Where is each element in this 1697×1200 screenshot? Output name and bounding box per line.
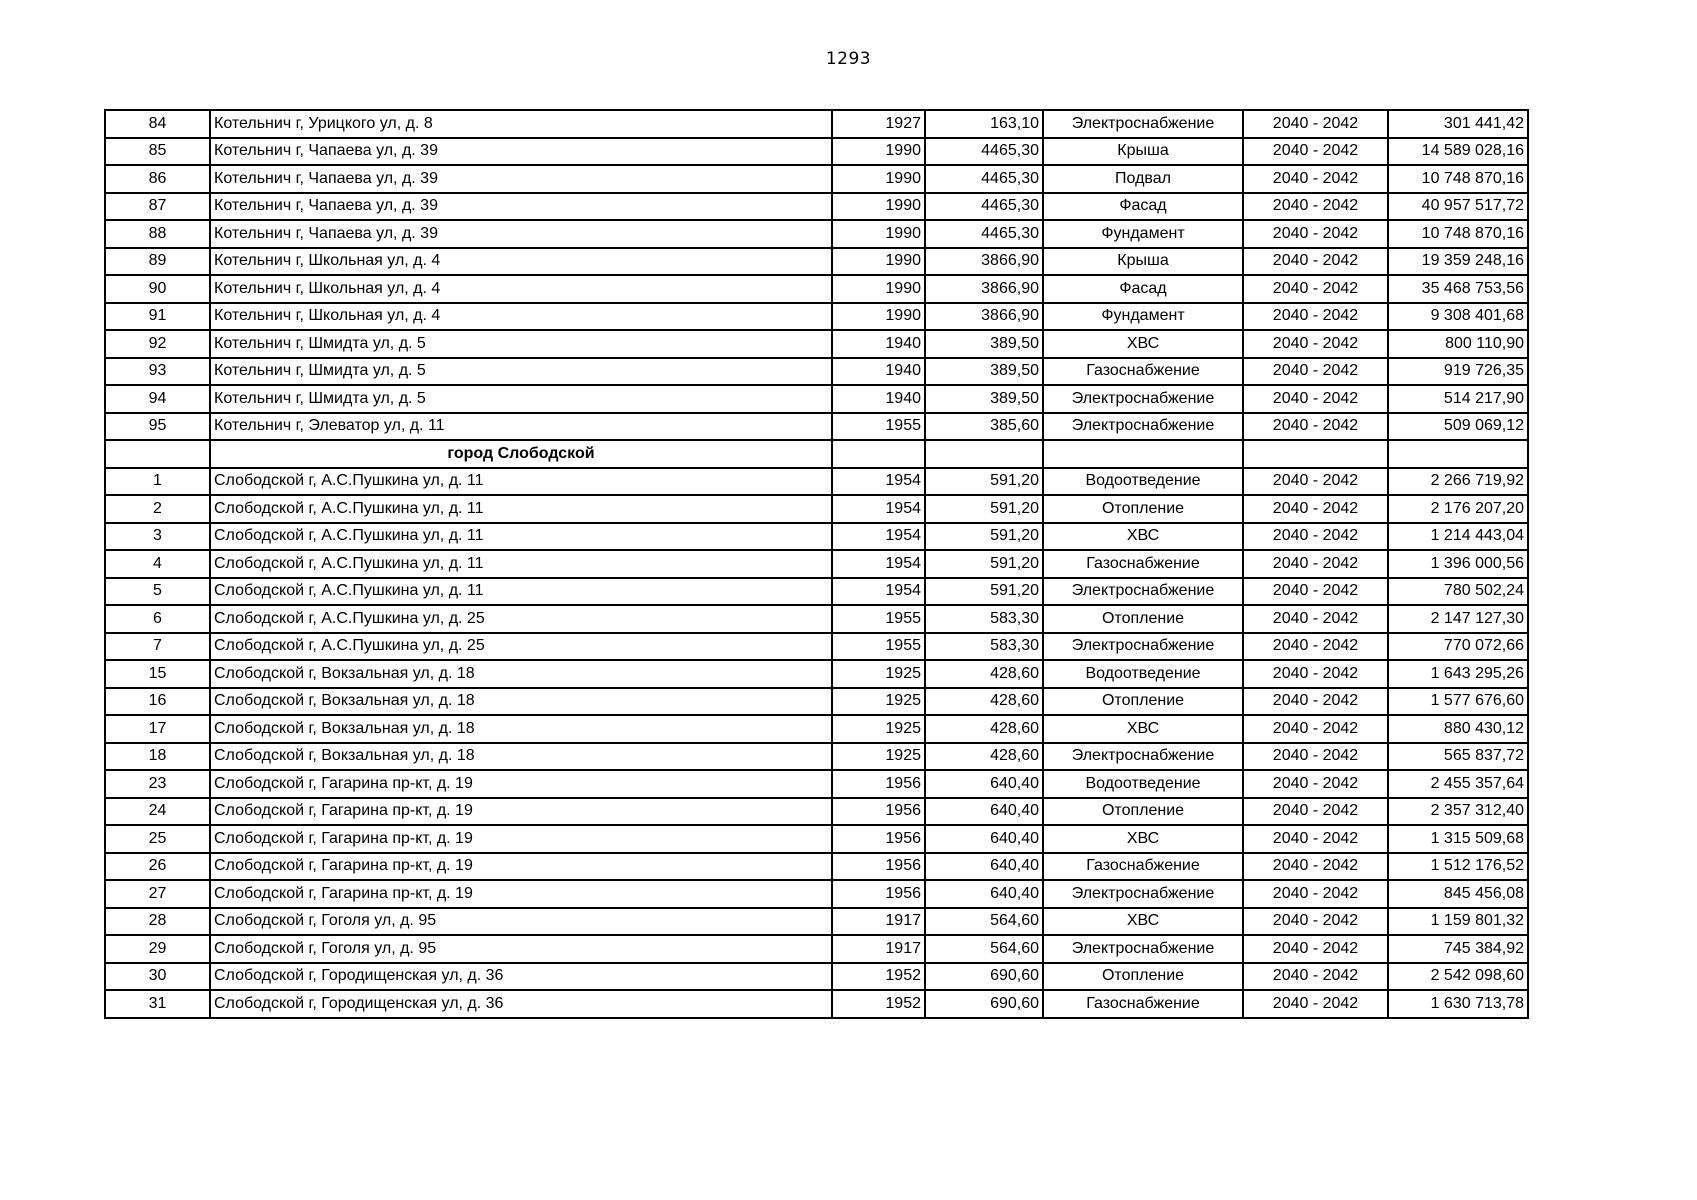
cost-cell: 514 217,90 — [1388, 385, 1528, 413]
cost-cell: 9 308 401,68 — [1388, 303, 1528, 331]
work-type-cell: Электроснабжение — [1043, 110, 1243, 138]
period-cell: 2040 - 2042 — [1243, 908, 1388, 936]
table-row — [105, 413, 1528, 441]
period-cell: 2040 - 2042 — [1243, 990, 1388, 1018]
work-type-cell: ХВС — [1043, 715, 1243, 743]
cost-cell: 301 441,42 — [1388, 110, 1528, 138]
area-cell: 591,20 — [925, 468, 1043, 496]
period-cell: 2040 - 2042 — [1243, 660, 1388, 688]
table-row — [105, 825, 1528, 853]
year-built-cell: 1990 — [832, 220, 925, 248]
row-number-cell: 89 — [105, 248, 210, 276]
work-type-cell: Отопление — [1043, 495, 1243, 523]
work-type-cell: Отопление — [1043, 605, 1243, 633]
year-built-cell: 1955 — [832, 413, 925, 441]
period-cell: 2040 - 2042 — [1243, 193, 1388, 221]
cost-cell: 19 359 248,16 — [1388, 248, 1528, 276]
work-type-cell: ХВС — [1043, 330, 1243, 358]
period-cell: 2040 - 2042 — [1243, 138, 1388, 166]
table-row — [105, 715, 1528, 743]
year-built-cell: 1990 — [832, 248, 925, 276]
period-cell: 2040 - 2042 — [1243, 605, 1388, 633]
address-cell: Котельнич г, Шмидта ул, д. 5 — [210, 385, 832, 413]
table-row — [105, 248, 1528, 276]
work-type-cell: Водоотведение — [1043, 770, 1243, 798]
table-row — [105, 468, 1528, 496]
work-type-cell: ХВС — [1043, 825, 1243, 853]
table-row — [105, 385, 1528, 413]
work-type-cell: Электроснабжение — [1043, 935, 1243, 963]
area-cell: 640,40 — [925, 770, 1043, 798]
table-row — [105, 110, 1528, 138]
address-cell: Котельнич г, Шмидта ул, д. 5 — [210, 358, 832, 386]
work-type-cell: ХВС — [1043, 908, 1243, 936]
table-row — [105, 798, 1528, 826]
work-type-cell: Фундамент — [1043, 303, 1243, 331]
area-cell: 640,40 — [925, 880, 1043, 908]
repair-schedule-table — [104, 109, 1529, 1019]
cost-cell: 1 577 676,60 — [1388, 688, 1528, 716]
work-type-cell: Фасад — [1043, 193, 1243, 221]
table-row — [105, 935, 1528, 963]
cost-cell: 880 430,12 — [1388, 715, 1528, 743]
cost-cell: 1 630 713,78 — [1388, 990, 1528, 1018]
row-number-cell: 3 — [105, 523, 210, 551]
cost-cell: 2 147 127,30 — [1388, 605, 1528, 633]
row-number-cell: 6 — [105, 605, 210, 633]
area-cell: 640,40 — [925, 825, 1043, 853]
area-cell: 3866,90 — [925, 275, 1043, 303]
period-cell: 2040 - 2042 — [1243, 358, 1388, 386]
area-cell: 428,60 — [925, 660, 1043, 688]
year-built-cell: 1952 — [832, 963, 925, 991]
empty-cell — [832, 440, 925, 468]
cost-cell: 40 957 517,72 — [1388, 193, 1528, 221]
row-number-cell: 15 — [105, 660, 210, 688]
cost-cell: 1 512 176,52 — [1388, 853, 1528, 881]
table-row — [105, 193, 1528, 221]
cost-cell: 565 837,72 — [1388, 743, 1528, 771]
year-built-cell: 1990 — [832, 275, 925, 303]
year-built-cell: 1956 — [832, 880, 925, 908]
area-cell: 591,20 — [925, 495, 1043, 523]
address-cell: Слободской г, А.С.Пушкина ул, д. 11 — [210, 578, 832, 606]
year-built-cell: 1956 — [832, 798, 925, 826]
table-row — [105, 275, 1528, 303]
empty-cell — [105, 440, 210, 468]
area-cell: 163,10 — [925, 110, 1043, 138]
table-row — [105, 880, 1528, 908]
work-type-cell: Водоотведение — [1043, 660, 1243, 688]
year-built-cell: 1955 — [832, 605, 925, 633]
area-cell: 564,60 — [925, 935, 1043, 963]
period-cell: 2040 - 2042 — [1243, 825, 1388, 853]
table-row — [105, 660, 1528, 688]
work-type-cell: Водоотведение — [1043, 468, 1243, 496]
address-cell: Котельнич г, Школьная ул, д. 4 — [210, 248, 832, 276]
address-cell: Слободской г, Гагарина пр-кт, д. 19 — [210, 853, 832, 881]
address-cell: Слободской г, Вокзальная ул, д. 18 — [210, 660, 832, 688]
year-built-cell: 1925 — [832, 715, 925, 743]
period-cell: 2040 - 2042 — [1243, 578, 1388, 606]
empty-cell — [1388, 440, 1528, 468]
address-cell: Слободской г, А.С.Пушкина ул, д. 11 — [210, 495, 832, 523]
area-cell: 591,20 — [925, 523, 1043, 551]
area-cell: 428,60 — [925, 743, 1043, 771]
table-row — [105, 963, 1528, 991]
address-cell: Слободской г, Гоголя ул, д. 95 — [210, 935, 832, 963]
address-cell: Слободской г, А.С.Пушкина ул, д. 11 — [210, 468, 832, 496]
row-number-cell: 26 — [105, 853, 210, 881]
year-built-cell: 1990 — [832, 193, 925, 221]
work-type-cell: Газоснабжение — [1043, 550, 1243, 578]
table-row — [105, 990, 1528, 1018]
work-type-cell: Крыша — [1043, 248, 1243, 276]
row-number-cell: 87 — [105, 193, 210, 221]
row-number-cell: 2 — [105, 495, 210, 523]
area-cell: 690,60 — [925, 990, 1043, 1018]
year-built-cell: 1917 — [832, 935, 925, 963]
address-cell: Котельнич г, Чапаева ул, д. 39 — [210, 193, 832, 221]
year-built-cell: 1940 — [832, 330, 925, 358]
address-cell: Слободской г, А.С.Пушкина ул, д. 25 — [210, 605, 832, 633]
cost-cell: 1 315 509,68 — [1388, 825, 1528, 853]
cost-cell: 780 502,24 — [1388, 578, 1528, 606]
address-cell: Котельнич г, Чапаева ул, д. 39 — [210, 165, 832, 193]
cost-cell: 2 266 719,92 — [1388, 468, 1528, 496]
address-cell: Котельнич г, Чапаева ул, д. 39 — [210, 220, 832, 248]
area-cell: 389,50 — [925, 330, 1043, 358]
section-header-row — [105, 440, 1528, 468]
period-cell: 2040 - 2042 — [1243, 935, 1388, 963]
period-cell: 2040 - 2042 — [1243, 495, 1388, 523]
cost-cell: 1 396 000,56 — [1388, 550, 1528, 578]
area-cell: 4465,30 — [925, 165, 1043, 193]
row-number-cell: 24 — [105, 798, 210, 826]
work-type-cell: Подвал — [1043, 165, 1243, 193]
row-number-cell: 94 — [105, 385, 210, 413]
table-body — [105, 110, 1528, 1018]
year-built-cell: 1954 — [832, 468, 925, 496]
table-row — [105, 908, 1528, 936]
empty-cell — [1043, 440, 1243, 468]
period-cell: 2040 - 2042 — [1243, 633, 1388, 661]
table-row — [105, 303, 1528, 331]
year-built-cell: 1954 — [832, 550, 925, 578]
area-cell: 428,60 — [925, 715, 1043, 743]
row-number-cell: 31 — [105, 990, 210, 1018]
cost-cell: 845 456,08 — [1388, 880, 1528, 908]
area-cell: 428,60 — [925, 688, 1043, 716]
address-cell: Слободской г, А.С.Пушкина ул, д. 25 — [210, 633, 832, 661]
row-number-cell: 23 — [105, 770, 210, 798]
area-cell: 4465,30 — [925, 138, 1043, 166]
period-cell: 2040 - 2042 — [1243, 275, 1388, 303]
address-cell: Котельнич г, Школьная ул, д. 4 — [210, 303, 832, 331]
page-number: 1293 — [825, 49, 872, 69]
area-cell: 3866,90 — [925, 248, 1043, 276]
period-cell: 2040 - 2042 — [1243, 523, 1388, 551]
table-row — [105, 330, 1528, 358]
cost-cell: 1 159 801,32 — [1388, 908, 1528, 936]
year-built-cell: 1954 — [832, 578, 925, 606]
work-type-cell: Фундамент — [1043, 220, 1243, 248]
address-cell: Котельнич г, Элеватор ул, д. 11 — [210, 413, 832, 441]
address-cell: Котельнич г, Школьная ул, д. 4 — [210, 275, 832, 303]
table-row — [105, 523, 1528, 551]
cost-cell: 10 748 870,16 — [1388, 220, 1528, 248]
area-cell: 4465,30 — [925, 220, 1043, 248]
cost-cell: 2 455 357,64 — [1388, 770, 1528, 798]
address-cell: Слободской г, А.С.Пушкина ул, д. 11 — [210, 523, 832, 551]
row-number-cell: 25 — [105, 825, 210, 853]
table-row — [105, 578, 1528, 606]
work-type-cell: Электроснабжение — [1043, 880, 1243, 908]
address-cell: Котельнич г, Урицкого ул, д. 8 — [210, 110, 832, 138]
area-cell: 583,30 — [925, 605, 1043, 633]
year-built-cell: 1956 — [832, 770, 925, 798]
year-built-cell: 1940 — [832, 385, 925, 413]
period-cell: 2040 - 2042 — [1243, 303, 1388, 331]
table-row — [105, 853, 1528, 881]
table-row — [105, 688, 1528, 716]
address-cell: Слободской г, Городищенская ул, д. 36 — [210, 963, 832, 991]
cost-cell: 2 542 098,60 — [1388, 963, 1528, 991]
work-type-cell: Фасад — [1043, 275, 1243, 303]
year-built-cell: 1954 — [832, 495, 925, 523]
period-cell: 2040 - 2042 — [1243, 220, 1388, 248]
cost-cell: 1 643 295,26 — [1388, 660, 1528, 688]
address-cell: Слободской г, Гоголя ул, д. 95 — [210, 908, 832, 936]
cost-cell: 770 072,66 — [1388, 633, 1528, 661]
period-cell: 2040 - 2042 — [1243, 853, 1388, 881]
cost-cell: 35 468 753,56 — [1388, 275, 1528, 303]
table-row — [105, 605, 1528, 633]
row-number-cell: 88 — [105, 220, 210, 248]
row-number-cell: 86 — [105, 165, 210, 193]
area-cell: 591,20 — [925, 550, 1043, 578]
work-type-cell: Электроснабжение — [1043, 385, 1243, 413]
area-cell: 564,60 — [925, 908, 1043, 936]
year-built-cell: 1925 — [832, 688, 925, 716]
year-built-cell: 1925 — [832, 660, 925, 688]
cost-cell: 14 589 028,16 — [1388, 138, 1528, 166]
row-number-cell: 85 — [105, 138, 210, 166]
row-number-cell: 17 — [105, 715, 210, 743]
year-built-cell: 1925 — [832, 743, 925, 771]
period-cell: 2040 - 2042 — [1243, 770, 1388, 798]
address-cell: Слободской г, Вокзальная ул, д. 18 — [210, 743, 832, 771]
period-cell: 2040 - 2042 — [1243, 248, 1388, 276]
area-cell: 583,30 — [925, 633, 1043, 661]
cost-cell: 800 110,90 — [1388, 330, 1528, 358]
year-built-cell: 1990 — [832, 303, 925, 331]
table-row — [105, 633, 1528, 661]
table-row — [105, 358, 1528, 386]
address-cell: Слободской г, Вокзальная ул, д. 18 — [210, 688, 832, 716]
section-title: город Слободской — [210, 440, 832, 468]
row-number-cell: 27 — [105, 880, 210, 908]
work-type-cell: Электроснабжение — [1043, 578, 1243, 606]
work-type-cell: Крыша — [1043, 138, 1243, 166]
year-built-cell: 1917 — [832, 908, 925, 936]
period-cell: 2040 - 2042 — [1243, 110, 1388, 138]
year-built-cell: 1940 — [832, 358, 925, 386]
address-cell: Слободской г, Вокзальная ул, д. 18 — [210, 715, 832, 743]
table-row — [105, 770, 1528, 798]
address-cell: Слободской г, Гагарина пр-кт, д. 19 — [210, 825, 832, 853]
period-cell: 2040 - 2042 — [1243, 688, 1388, 716]
table-row — [105, 550, 1528, 578]
cost-cell: 2 176 207,20 — [1388, 495, 1528, 523]
address-cell: Слободской г, Гагарина пр-кт, д. 19 — [210, 880, 832, 908]
area-cell: 640,40 — [925, 798, 1043, 826]
row-number-cell: 29 — [105, 935, 210, 963]
year-built-cell: 1927 — [832, 110, 925, 138]
empty-cell — [1243, 440, 1388, 468]
row-number-cell: 30 — [105, 963, 210, 991]
empty-cell — [925, 440, 1043, 468]
table-row — [105, 138, 1528, 166]
work-type-cell: Электроснабжение — [1043, 413, 1243, 441]
year-built-cell: 1956 — [832, 825, 925, 853]
area-cell: 591,20 — [925, 578, 1043, 606]
row-number-cell: 5 — [105, 578, 210, 606]
cost-cell: 10 748 870,16 — [1388, 165, 1528, 193]
work-type-cell: ХВС — [1043, 523, 1243, 551]
address-cell: Слободской г, А.С.Пушкина ул, д. 11 — [210, 550, 832, 578]
address-cell: Котельнич г, Чапаева ул, д. 39 — [210, 138, 832, 166]
table-row — [105, 743, 1528, 771]
row-number-cell: 90 — [105, 275, 210, 303]
cost-cell: 509 069,12 — [1388, 413, 1528, 441]
row-number-cell: 28 — [105, 908, 210, 936]
work-type-cell: Газоснабжение — [1043, 358, 1243, 386]
period-cell: 2040 - 2042 — [1243, 413, 1388, 441]
period-cell: 2040 - 2042 — [1243, 385, 1388, 413]
period-cell: 2040 - 2042 — [1243, 165, 1388, 193]
address-cell: Слободской г, Городищенская ул, д. 36 — [210, 990, 832, 1018]
year-built-cell: 1952 — [832, 990, 925, 1018]
work-type-cell: Газоснабжение — [1043, 853, 1243, 881]
year-built-cell: 1990 — [832, 165, 925, 193]
period-cell: 2040 - 2042 — [1243, 468, 1388, 496]
work-type-cell: Отопление — [1043, 798, 1243, 826]
area-cell: 389,50 — [925, 358, 1043, 386]
period-cell: 2040 - 2042 — [1243, 550, 1388, 578]
year-built-cell: 1990 — [832, 138, 925, 166]
year-built-cell: 1954 — [832, 523, 925, 551]
row-number-cell: 18 — [105, 743, 210, 771]
row-number-cell: 1 — [105, 468, 210, 496]
area-cell: 4465,30 — [925, 193, 1043, 221]
row-number-cell: 7 — [105, 633, 210, 661]
year-built-cell: 1956 — [832, 853, 925, 881]
work-type-cell: Отопление — [1043, 963, 1243, 991]
period-cell: 2040 - 2042 — [1243, 743, 1388, 771]
table-row — [105, 220, 1528, 248]
area-cell: 389,50 — [925, 385, 1043, 413]
work-type-cell: Электроснабжение — [1043, 633, 1243, 661]
area-cell: 690,60 — [925, 963, 1043, 991]
row-number-cell: 4 — [105, 550, 210, 578]
row-number-cell: 91 — [105, 303, 210, 331]
year-built-cell: 1955 — [832, 633, 925, 661]
cost-cell: 745 384,92 — [1388, 935, 1528, 963]
row-number-cell: 95 — [105, 413, 210, 441]
cost-cell: 2 357 312,40 — [1388, 798, 1528, 826]
address-cell: Котельнич г, Шмидта ул, д. 5 — [210, 330, 832, 358]
cost-cell: 919 726,35 — [1388, 358, 1528, 386]
row-number-cell: 93 — [105, 358, 210, 386]
work-type-cell: Газоснабжение — [1043, 990, 1243, 1018]
period-cell: 2040 - 2042 — [1243, 715, 1388, 743]
work-type-cell: Электроснабжение — [1043, 743, 1243, 771]
cost-cell: 1 214 443,04 — [1388, 523, 1528, 551]
table-row — [105, 495, 1528, 523]
work-type-cell: Отопление — [1043, 688, 1243, 716]
row-number-cell: 92 — [105, 330, 210, 358]
area-cell: 3866,90 — [925, 303, 1043, 331]
period-cell: 2040 - 2042 — [1243, 963, 1388, 991]
period-cell: 2040 - 2042 — [1243, 798, 1388, 826]
address-cell: Слободской г, Гагарина пр-кт, д. 19 — [210, 798, 832, 826]
area-cell: 385,60 — [925, 413, 1043, 441]
period-cell: 2040 - 2042 — [1243, 880, 1388, 908]
row-number-cell: 84 — [105, 110, 210, 138]
period-cell: 2040 - 2042 — [1243, 330, 1388, 358]
area-cell: 640,40 — [925, 853, 1043, 881]
table-row — [105, 165, 1528, 193]
row-number-cell: 16 — [105, 688, 210, 716]
address-cell: Слободской г, Гагарина пр-кт, д. 19 — [210, 770, 832, 798]
